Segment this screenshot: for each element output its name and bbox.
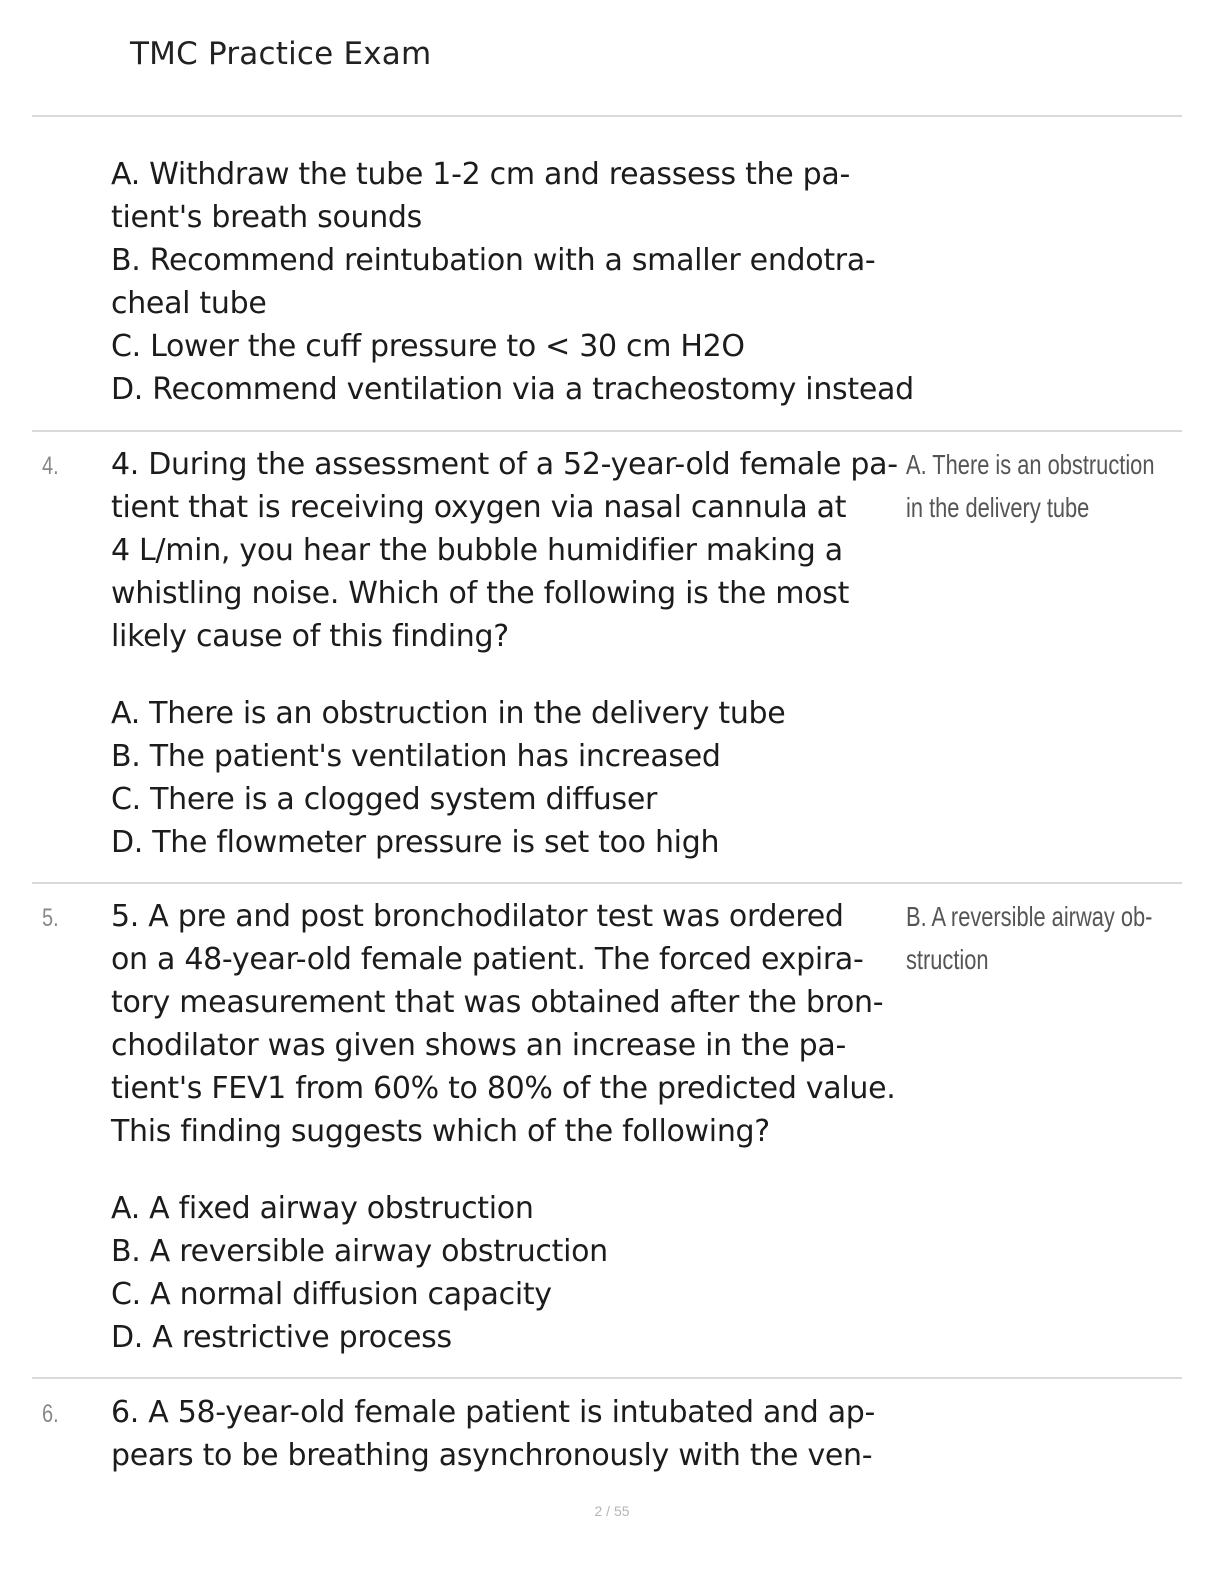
- question-line: tient that is receiving oxygen via nasal cannula at: [111, 490, 847, 525]
- question-number: 6.: [42, 1400, 59, 1428]
- option-line: C. A normal diffusion capacity: [111, 1277, 552, 1312]
- divider: [32, 115, 1182, 117]
- question-6-text: [111, 1391, 901, 1477]
- question-line: 4 L/min, you hear the bubble humidifier making a: [111, 533, 843, 568]
- option-line: D. The flowmeter pressure is set too high: [111, 825, 720, 860]
- divider: [32, 430, 1182, 432]
- option-line: D. A restrictive process: [111, 1320, 452, 1355]
- answer-4: [906, 443, 1163, 529]
- question-line: whistling noise. Which of the following is the most: [111, 576, 850, 611]
- answer-line: struction: [906, 944, 989, 975]
- question-5-text: [111, 895, 901, 1153]
- option-line: B. Recommend reintubation with a smaller endotra-: [111, 243, 876, 278]
- question-line: tient's FEV1 from 60% to 80% of the predicted value.: [111, 1071, 896, 1106]
- option-line: tient's breath sounds: [111, 200, 423, 235]
- question-line: 6. A 58-year-old female patient is intubated and ap-: [111, 1395, 876, 1430]
- question-number: 5.: [42, 904, 59, 932]
- page-number: 2 / 55: [594, 1503, 630, 1519]
- answer-5: [906, 895, 1163, 981]
- question-line: This finding suggests which of the following?: [111, 1114, 770, 1149]
- option-line: B. The patient's ventilation has increased: [111, 739, 721, 774]
- option-line: B. A reversible airway obstruction: [111, 1234, 608, 1269]
- question-line: tory measurement that was obtained after the bron-: [111, 985, 884, 1020]
- option-line: D. Recommend ventilation via a tracheostomy instead: [111, 372, 914, 407]
- question-line: likely cause of this finding?: [111, 619, 509, 654]
- question-line: 4. During the assessment of a 52-year-old female pa-: [111, 447, 898, 482]
- option-line: A. A fixed airway obstruction: [111, 1191, 534, 1226]
- page-title: TMC Practice Exam: [130, 36, 432, 72]
- answer-line: in the delivery tube: [906, 492, 1090, 523]
- question-line: chodilator was given shows an increase in the pa-: [111, 1028, 846, 1063]
- answer-line: A. There is an obstruction: [906, 449, 1155, 480]
- question-4-options: [111, 692, 911, 864]
- question-line: 5. A pre and post bronchodilator test was ordered: [111, 899, 844, 934]
- divider: [32, 1377, 1182, 1379]
- question-4-text: [111, 443, 901, 658]
- option-line: C. There is a clogged system diffuser: [111, 782, 658, 817]
- question-number: 4.: [42, 452, 59, 480]
- question-line: on a 48-year-old female patient. The forced expira-: [111, 942, 864, 977]
- divider: [32, 882, 1182, 884]
- question-3-options: [111, 153, 914, 411]
- question-line: pears to be breathing asynchronously with the ven-: [111, 1438, 873, 1473]
- option-line: cheal tube: [111, 286, 267, 321]
- question-5-options: [111, 1187, 911, 1359]
- option-line: C. Lower the cuff pressure to < 30 cm H2O: [111, 329, 745, 364]
- option-line: A. There is an obstruction in the delivery tube: [111, 696, 786, 731]
- answer-line: B. A reversible airway ob-: [906, 901, 1153, 932]
- option-line: A. Withdraw the tube 1-2 cm and reassess the pa-: [111, 157, 851, 192]
